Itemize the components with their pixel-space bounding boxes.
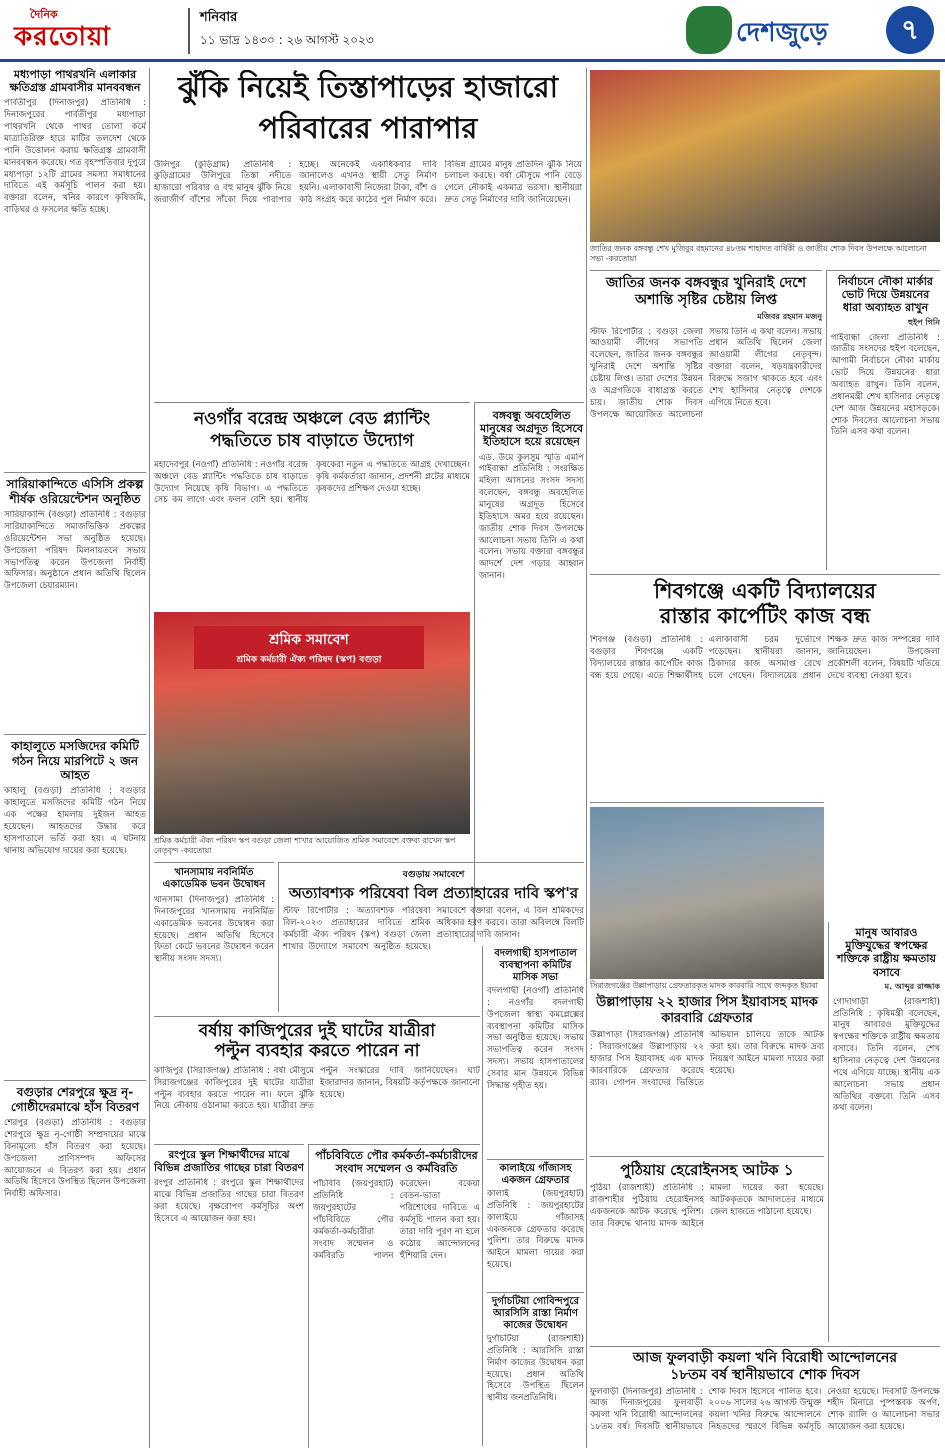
masthead-divider (188, 8, 190, 54)
column-rule (149, 68, 150, 1448)
story-body: পাঁচবিবি (জয়পুরহাট) প্রতিনিধি : জয়পুরহাটের পাঁচবিবিতে পৌর কর্মকর্তা-কর্মচারীরা সংবাদ সম্মেলন ও কর্মবিরতি পালন করেছেন। বকেয়া বেতন-ভাতা পরিশোধের দাবিতে এ কর্মসূচি পালন করা হয়। তারা দাবি পূরণ না হলে কঠোর আন্দোলনের হুঁশিয়ারি দেন। (313, 1179, 480, 1261)
story-headline-line2: পদ্ধতিতে চাষ বাড়াতে উদ্যোগ (210, 431, 414, 452)
photo-credit: -করতোয়া (180, 846, 212, 856)
story-headline: নির্বাচনে নৌকা মার্কার ভোট দিয়ে উন্নয়নের ধারা অব্যাহত রাখুন (838, 275, 933, 315)
story-body: দুর্গাচটিয়া (রাজশাহী) প্রতিনিধি : আরসিসি রাস্তা নির্মাণ কাজের উদ্বোধন করা হয়েছে। প্রধান অতিথি হিসেবে উপস্থিত ছিলেন স্থানীয় জনপ্রতিনিধি। (487, 1334, 584, 1404)
story-headline: শিবগঞ্জে একটি বিদ্যালয়ের (654, 579, 876, 603)
lead-headline: ঝুঁকি নিয়েই তিস্তাপাড়ের হাজারো (178, 70, 558, 104)
muktijoddha-story (828, 922, 940, 1342)
section-title: দেশজুড়ে (736, 18, 828, 48)
article-body: পার্বতীপুর (দিনাজপুর) প্রতিনিধি : দিনাজপুরের পার্বতীপুর মধ্যপাড়া পাথরখনি থেকে পাথর তোলা কর্মে মাত্রাতিরিক্ত হারে মাটির তলদেশ থেকে পানি উত্তোলন করায় ক্ষতিগ্রস্ত গ্রামবাসী মানববন্ধন করেছে। গত বৃহস্পতিবার দুপুরে মধ্যপাড়া ১২টি গ্রামের সমস্যা সমাধানের দাবিতে এই কর্মসূচি পালন করা হয়। বক্তারা বলেন, খনির কারণে কৃষিজমি, বাড়িঘর ও ফসলের ক্ষতি হচ্ছে। (4, 98, 146, 216)
story-body: উল্লাপাড়া (সিরাজগঞ্জ) প্রতিনিধি : সিরাজগঞ্জের উল্লাপাড়ায় ২২ হাজার পিস ইয়াবাসহ এক মাদক কারবারিকে গ্রেফতার করেছে র‌্যাব। গোপন সংবাদের ভিত্তিতে অভিযান চালিয়ে তাকে আটক করা হয়। তার বিরুদ্ধে মাদক দ্রব্য নিয়ন্ত্রণ আইনে মামলা দায়ের করা হয়েছে। (590, 1030, 824, 1088)
story-body: এড. উমে কুলসুম স্মৃতি এমপি গাইবান্ধা প্রতিনিধি : সংরক্ষিত মহিলা আসনের সংসদ সদস্য বলেছেন, বঙ্গবন্ধু অবহেলিত মানুষের অগ্রদূত হিসেবে ইতিহাসে অমর হয়ে রয়েছেন। জাতীয় শোক দিবস উপলক্ষে আলোচনা সভায় তিনি এ কথা বলেন। সভায় বক্তারা বঙ্গবন্ধুর আদর্শে দেশ গড়ার আহ্বান জানান। (479, 452, 584, 582)
khansama-story (154, 862, 274, 1012)
lead-body: উলিপুর (কুড়িগ্রাম) প্রতিনিধি : কুড়িগ্রামের উলিপুরে তিস্তা নদীতে হাজারো পরিবার ও বহু মানুষ ঝুঁকি নিয়ে জরাজীর্ণ বাঁশের সাঁকো দিয়ে পারাপার হচ্ছে। অনেকেই একাধিকবার দাবি জানালেও এখনও স্থায়ী সেতু নির্মাণ হয়নি। এলাকাবাসী নিজেরা টাকা, বাঁশ ও কাঠ সংগ্রহ করে কাঠের পুল নির্মাণ করে। বিভিন্ন গ্রামের মানুষ প্রতিদিন ঝুঁকি নিয়ে চলাচল করছে। বর্ষা মৌসুমে পানি বেড়ে গেলে নৌকাই একমাত্র ভরসা। স্থানীয়রা দ্রুত সেতু নির্মাণের দাবি জানিয়েছেন। (154, 159, 582, 206)
rangpur-story (154, 1144, 304, 1448)
kazipur-story (154, 1016, 480, 1140)
shibganj-story (590, 574, 940, 798)
article-body: শেরপুর (বগুড়া) প্রতিনিধি : বগুড়ার শেরপুরে ক্ষুদ্র নৃ-গোষ্ঠী সম্প্রদায়ের মাঝে বিনামূল্যে হাঁস বিতরণ করা হয়েছে। উপজেলা প্রাণিসম্পদ অফিসের আয়োজনে এ বিতরণ করা হয়। প্রধান অতিথি হিসেবে উপস্থিত ছিলেন উপজেলা নির্বাহী অফিসার। (4, 1118, 146, 1200)
story-kicker: বগুড়ায় সমাবেশে (402, 870, 465, 880)
article-headline: সারিয়াকান্দিতে এসিসি প্রকল্প শীর্ষক ওরিয়েন্টেশন অনুষ্ঠিত (6, 477, 144, 506)
story-headline-line2: রাস্তার কার্পেটিং কাজ বন্ধ (659, 604, 871, 629)
story-headline: বঙ্গবন্ধু অবহেলিত মানুষের অগ্রদূত হিসেবে ইতিহাসে হয়ে রয়েছেন (479, 409, 583, 449)
lead-story (154, 70, 582, 400)
story-headline: আজ ফুলবাড়ী কয়লা খনি বিরোধী আন্দোলনের (632, 1350, 898, 1366)
story-headline: নওগাঁর বরেন্দ্র অঞ্চলে বেড প্ল্যান্টিং (193, 409, 431, 429)
bangladesh-map-icon (686, 6, 732, 54)
phulbari-story (590, 1346, 940, 1448)
unrest-story (590, 270, 822, 570)
page-number: ৭ (886, 6, 934, 54)
divider (4, 1080, 146, 1081)
ullapara-story (590, 802, 824, 1152)
caption-text: জাতির জনক বঙ্গবন্ধু শেখ মুজিবুর রহমানের ৪৮তম শাহাদত বার্ষিকী ও জাতীয় শোক দিবস উপলক্ষে আলোচনা সভা (590, 244, 927, 264)
story-headline: উল্লাপাড়ায় ২২ হাজার পিস ইয়াবাসহ মাদক কারবারি গ্রেফতার (596, 995, 818, 1026)
story-body: কাজিপুর (সিরাজগঞ্জ) প্রতিনিধি : বর্ষা মৌসুমে সিরাজগঞ্জের কাজিপুরের দুই ঘাটের যাত্রীরা পল্টুন ব্যবহার করতে পারেন না। ফলে ঝুঁকি নিয়ে নৌকায় ওঠানামা করতে হয়। যাত্রীরা দ্রুত পল্টুন সংস্কারের দাবি জানিয়েছেন। ঘাট ইজারাদার জানান, বিষয়টি কর্তৃপক্ষকে জানানো হয়েছে। (154, 1065, 480, 1112)
story-byline: মজিবর রহমান মজনু (757, 311, 822, 321)
story-body: স্টাফ রিপোর্টার : অত্যাবশ্যক পরিষেবা বিল-২০২৩ প্রত্যাহারের দাবিতে শ্রমিক কর্মচারী ঐক্য পরিষদ (স্কপ) বগুড়া জেলা শাখার উদ্যোগে সমাবেশ অনুষ্ঠিত হয়েছে। সমাবেশে বক্তারা বলেন, এ বিল শ্রমিকদের অধিকার হরণ করবে। তারা অবিলম্বে বিলটি প্রত্যাহারের দাবি জানান। (283, 906, 584, 952)
caption-text: শ্রমিক কর্মচারী ঐক্য পরিষদ স্কপ বগুড়া জেলা শাখার আয়োজিত শ্রমিক সমাবেশে বক্তব্য রাখেন স্কপ নেতৃবৃন্দ (154, 836, 456, 856)
divider (4, 472, 146, 473)
shromik-photo-block (154, 612, 470, 857)
divider (487, 1159, 584, 1160)
story-body: রংপুর প্রতিনিধি : রংপুরে স্কুল শিক্ষার্থীদের মাঝে বিভিন্ন প্রজাতির গাছের চারা বিতরণ করা হয়েছে। বৃক্ষরোপণ কর্মসূচির অংশ হিসেবে এ আয়োজন করা হয়। (154, 1178, 304, 1224)
story-body: কালাই (জয়পুরহাট) প্রতিনিধি : জয়পুরহাটের কালাইয়ে গাঁজাসহ একজনকে গ্রেফতার করেছে পুলিশ। তার বিরুদ্ধে মাদক আইনে মামলা দায়ের করা হয়েছে। (487, 1189, 584, 1271)
photo-caption (590, 244, 940, 264)
arrest-photo (590, 807, 824, 979)
story-body: স্টাফ রিপোর্টার : বগুড়া জেলা আওয়ামী লীগের সভাপতি বলেছেন, জাতির জনক বঙ্গবন্ধুর খুনিরাই দেশে অশান্তি সৃষ্টির চেষ্টায় লিপ্ত। তারা দেশের উন্নয়ন ও অগ্রগতিকে বাধাগ্রস্ত করতে চায়। জাতীয় শোক দিবস উপলক্ষে আয়োজিত আলোচনা সভায় তিনি এ কথা বলেন। সভায় প্রধান অতিথি ছিলেন জেলা আওয়ামী লীগের নেতৃবৃন্দ। বক্তারা বলেন, ষড়যন্ত্রকারীদের বিরুদ্ধে সজাগ থাকতে হবে এবং শেখ হাসিনার নেতৃত্বে দেশকে এগিয়ে নিতে হবে। (590, 326, 822, 420)
photo-caption (154, 836, 470, 856)
story-headline-line2: পল্টুন ব্যবহার করতে পারেন না (214, 1041, 420, 1062)
story-body: গোদাগাড়ী (রাজশাহী) প্রতিনিধি : কৃষিমন্ত্রী বলেছেন, মানুষ আবারও মুক্তিযুদ্ধের স্বপক্ষের শক্তিকে রাষ্ট্রীয় ক্ষমতায় বসাবে। তিনি বলেন, শেখ হাসিনার নেতৃত্বে দেশ উন্নয়নের পথে এগিয়ে যাচ্ছে। স্থানীয় এক আলোচনা সভায় প্রধান অতিথির বক্তব্যে তিনি এসব কথা বলেন। (833, 996, 940, 1114)
story-headline: রংপুরে স্কুল শিক্ষার্থীদের মাঝে বিভিন্ন প্রজাতির গাছের চারা বিতরণ (154, 1149, 304, 1174)
photo-credit: -করতোয়া (605, 254, 637, 264)
lead-headline-line2: পরিবারের পারাপার (258, 110, 478, 145)
pachbibi-story (308, 1144, 480, 1448)
article-headline: বগুড়ার শেরপুরে ক্ষুদ্র নৃ-গোষ্ঠীদেরমাঝে হাঁস বিতরণ (10, 1085, 140, 1114)
story-headline: খানসামায় নবনির্মিত একাডেমিক ভবন উদ্বোধন (162, 867, 266, 890)
article-body: কাহালু (বগুড়া) প্রতিনিধি : বগুড়ার কাহালুতে মসজিদের কমিটি গঠন নিয়ে এক পক্ষের হামলায় দুইজন আহত হয়েছেন। আহতদের উদ্ধার করে হাসপাতালে ভর্তি করা হয়। এ ঘটনায় থানায় অভিযোগ দায়ের করা হয়েছে। (4, 786, 146, 856)
article-body: সারিয়াকান্দি (বগুড়া) প্রতিনিধি : বগুড়ার সারিয়াকান্দিতে সমাজভিত্তিক প্রকল্পের ওরিয়েন্টেশন সভা অনুষ্ঠিত হয়েছে। উপজেলা পরিষদ মিলনায়তনে সভায় সভাপতিত্ব করেন উপজেলা নির্বাহী অফিসার। অনুষ্ঠানে প্রধান অতিথি ছিলেন উপজেলা চেয়ারম্যান। (4, 510, 146, 592)
story-body: পুঠিয়া (রাজশাহী) প্রতিনিধি : রাজশাহীর পুঠিয়ায় হেরোইনসহ একজনকে আটক করেছে পুলিশ। তার বিরুদ্ধে থানায় মাদক আইনে মামলা দায়ের করা হয়েছে। আটককৃতকে আদালতের মাধ্যমে জেল হাজতে পাঠানো হয়েছে। (590, 1183, 824, 1229)
masthead (0, 0, 945, 62)
story-headline: বদলগাছী হাসপাতাল ব্যবস্থাপনা কমিটির মাসিক সভা (494, 948, 577, 983)
election-story (826, 270, 940, 570)
story-body: ফুলবাড়ী (দিনাজপুর) প্রতিনিধি : আজ দিনাজপুরের ফুলবাড়ী কয়লা খনি বিরোধী আন্দোলনের ১৮তম বর্ষ। দিবসটি স্থানীয়ভাবে শোক দিবস হিসেবে পালিত হবে। ২০০৬ সালের ২৬ আগস্ট উন্মুক্ত কয়লা খনির বিরুদ্ধে আন্দোলনে নিহতদের স্মরণে বিভিন্ন কর্মসূচি নেওয়া হয়েছে। দিবসটি উপলক্ষে শহীদ মিনারে পুষ্পস্তবক অর্পণ, শোক র‌্যালি ও আলোচনা সভার আয়োজন করা হয়েছে। (590, 1386, 940, 1433)
story-headline: অত্যাবশ্যক পরিষেবা বিল প্রত্যাহারের দাবি স্কপ'র (288, 884, 579, 902)
story-body: মহাদেবপুর (নওগাঁ) প্রতিনিধি : নওগাঁর বরেন্দ্র অঞ্চলে বেড প্ল্যান্টিং পদ্ধতিতে চাষ বাড়াতে উদ্যোগ নিয়েছে কৃষি বিভাগ। এ পদ্ধতিতে সেচ কম লাগে এবং ফলন বেশি হয়। স্থানীয় কৃষকেরা নতুন এ পদ্ধতিতে আগ্রহ দেখাচ্ছেন। কৃষি কর্মকর্তারা জানান, প্রদর্শনী প্লটের মাধ্যমে কৃষকদের প্রশিক্ষণ দেওয়া হচ্ছে। (154, 459, 470, 506)
story-byline: ম. আব্দুর রাজ্জাক (884, 981, 940, 991)
left-column (4, 68, 146, 1448)
story-headline: পুঠিয়ায় হেরোইনসহ আটক ১ (620, 1161, 794, 1179)
article-headline: কাহালুতে মসজিদের কমিটি গঠন নিয়ে মারপিটে ২ জন আহত (11, 739, 139, 782)
story-headline: মানুষ আবারও মুক্তিযুদ্ধের স্বপক্ষের শক্তিকে রাষ্ট্রীয় ক্ষমতায় বসাবে (837, 926, 936, 979)
newspaper-logo: করতোয়া (14, 22, 111, 52)
discussion-photo (590, 70, 940, 242)
story-headline: পাঁচবিবিতে পৌর কর্মকর্তা-কর্মচারীদের সংবাদ সম্মেলন ও কর্মবিরতি (315, 1149, 478, 1176)
story-headline: বর্ষায় কাজিপুরের দুই ঘাটের যাত্রীরা (198, 1021, 436, 1041)
banner-headline: শ্রমিক সমাবেশ (269, 632, 349, 648)
story-headline: কালাইয়ে গাঁজাসহ একজন গ্রেফতার (499, 1163, 572, 1186)
story-headline: দুর্গাচটিয়া গোবিন্দপুরে আরসিসি রাস্তা নির্মাণ কাজের উদ্বোধন (492, 1296, 579, 1331)
banner-subtext: শ্রমিক কর্মচারী ঐক্য পরিষদ (স্কপ) বগুড়া (236, 655, 382, 665)
story-byline: হুইপ গিনি (907, 317, 940, 327)
divider (487, 1292, 584, 1293)
story-headline: জাতির জনক বঙ্গবন্ধুর খুনিরাই দেশে অশান্তি সৃষ্টির চেষ্টায় লিপ্ত (605, 275, 807, 308)
article-headline: মধ্যপাড়া পাথরখনি এলাকার ক্ষতিগ্রস্ত গ্রামবাসীর মানববন্ধন (9, 68, 141, 95)
story-headline-line2: ১৮তম বর্ষ স্থানীয়ভাবে শোক দিবস (670, 1366, 860, 1383)
logo-prefix: দৈনিক (30, 8, 58, 21)
divider (4, 734, 146, 735)
story-body: গাইবান্ধা জেলা প্রতিনিধি : জাতীয় সংসদের হুইপ বলেছেন, আগামী নির্বাচনে নৌকা মার্কায় ভোট দিয়ে উন্নয়নের ধারা অব্যাহত রাখুন। তিনি বলেন, প্রধানমন্ত্রী শেখ হাসিনার নেতৃত্বে দেশ আজ উন্নয়নের মহাসড়কে। শোক দিবসের আলোচনা সভায় তিনি এসব কথা বলেন। (831, 332, 940, 438)
column-rule (586, 68, 587, 1448)
issue-day: শনিবার (200, 10, 238, 25)
discussion-photo-block (590, 70, 940, 268)
story-body: বদলগাছী (নওগাঁ) প্রতিনিধি : নওগাঁর বদলগাছী উপজেলা স্বাস্থ্য কমপ্লেক্সের ব্যবস্থাপনা কমিটির মাসিক সভা অনুষ্ঠিত হয়েছে। সভায় সভাপতিত্ব করেন সংসদ সদস্য। সভায় হাসপাতালের সেবার মান উন্নয়নে বিভিন্ন সিদ্ধান্ত গৃহীত হয়। (487, 986, 584, 1091)
issue-date: ১১ ভাদ্র ১৪৩০ : ২৬ আগস্ট ২০২৩ (200, 33, 374, 47)
story-body: খানসামা (দিনাজপুর) প্রতিনিধি : দিনাজপুরের খানসামায় নবনির্মিত একাডেমিক ভবনের উদ্বোধন করা হয়েছে। প্রধান অতিথি হিসেবে ফিতা কেটে ভবনের উদ্বোধন করেন স্থানীয় সংসদ সদস্য। (154, 895, 274, 965)
rally-photo (154, 612, 470, 834)
story-body: শিবগঞ্জ (বগুড়া) প্রতিনিধি : বগুড়ার শিবগঞ্জে একটি বিদ্যালয়ের রাস্তার কার্পেটিং কাজ বন্ধ হয়ে গেছে। এতে শিক্ষার্থীসহ এলাকাবাসী চরম দুর্ভোগে পড়েছেন। স্থানীয়রা জানান, ঠিকাদার কাজ অসমাপ্ত রেখে চলে গেছেন। বিদ্যালয়ের প্রধান শিক্ষক দ্রুত কাজ সম্পন্নের দাবি জানিয়েছেন। উপজেলা প্রকৌশলী বলেন, বিষয়টি খতিয়ে দেখে ব্যবস্থা নেওয়া হবে। (590, 635, 940, 681)
stage-banner (194, 626, 424, 669)
puthia-story (590, 1156, 824, 1342)
right-narrow-column (482, 946, 584, 1446)
bangabandhu-history-story (474, 402, 584, 942)
naogaon-story (154, 402, 470, 610)
photo-caption: সিরাজগঞ্জের উল্লাপাড়ায় গ্রেফতারকৃত মাদক কারবারি সাথে জব্দকৃত ইয়াবা (590, 981, 818, 990)
